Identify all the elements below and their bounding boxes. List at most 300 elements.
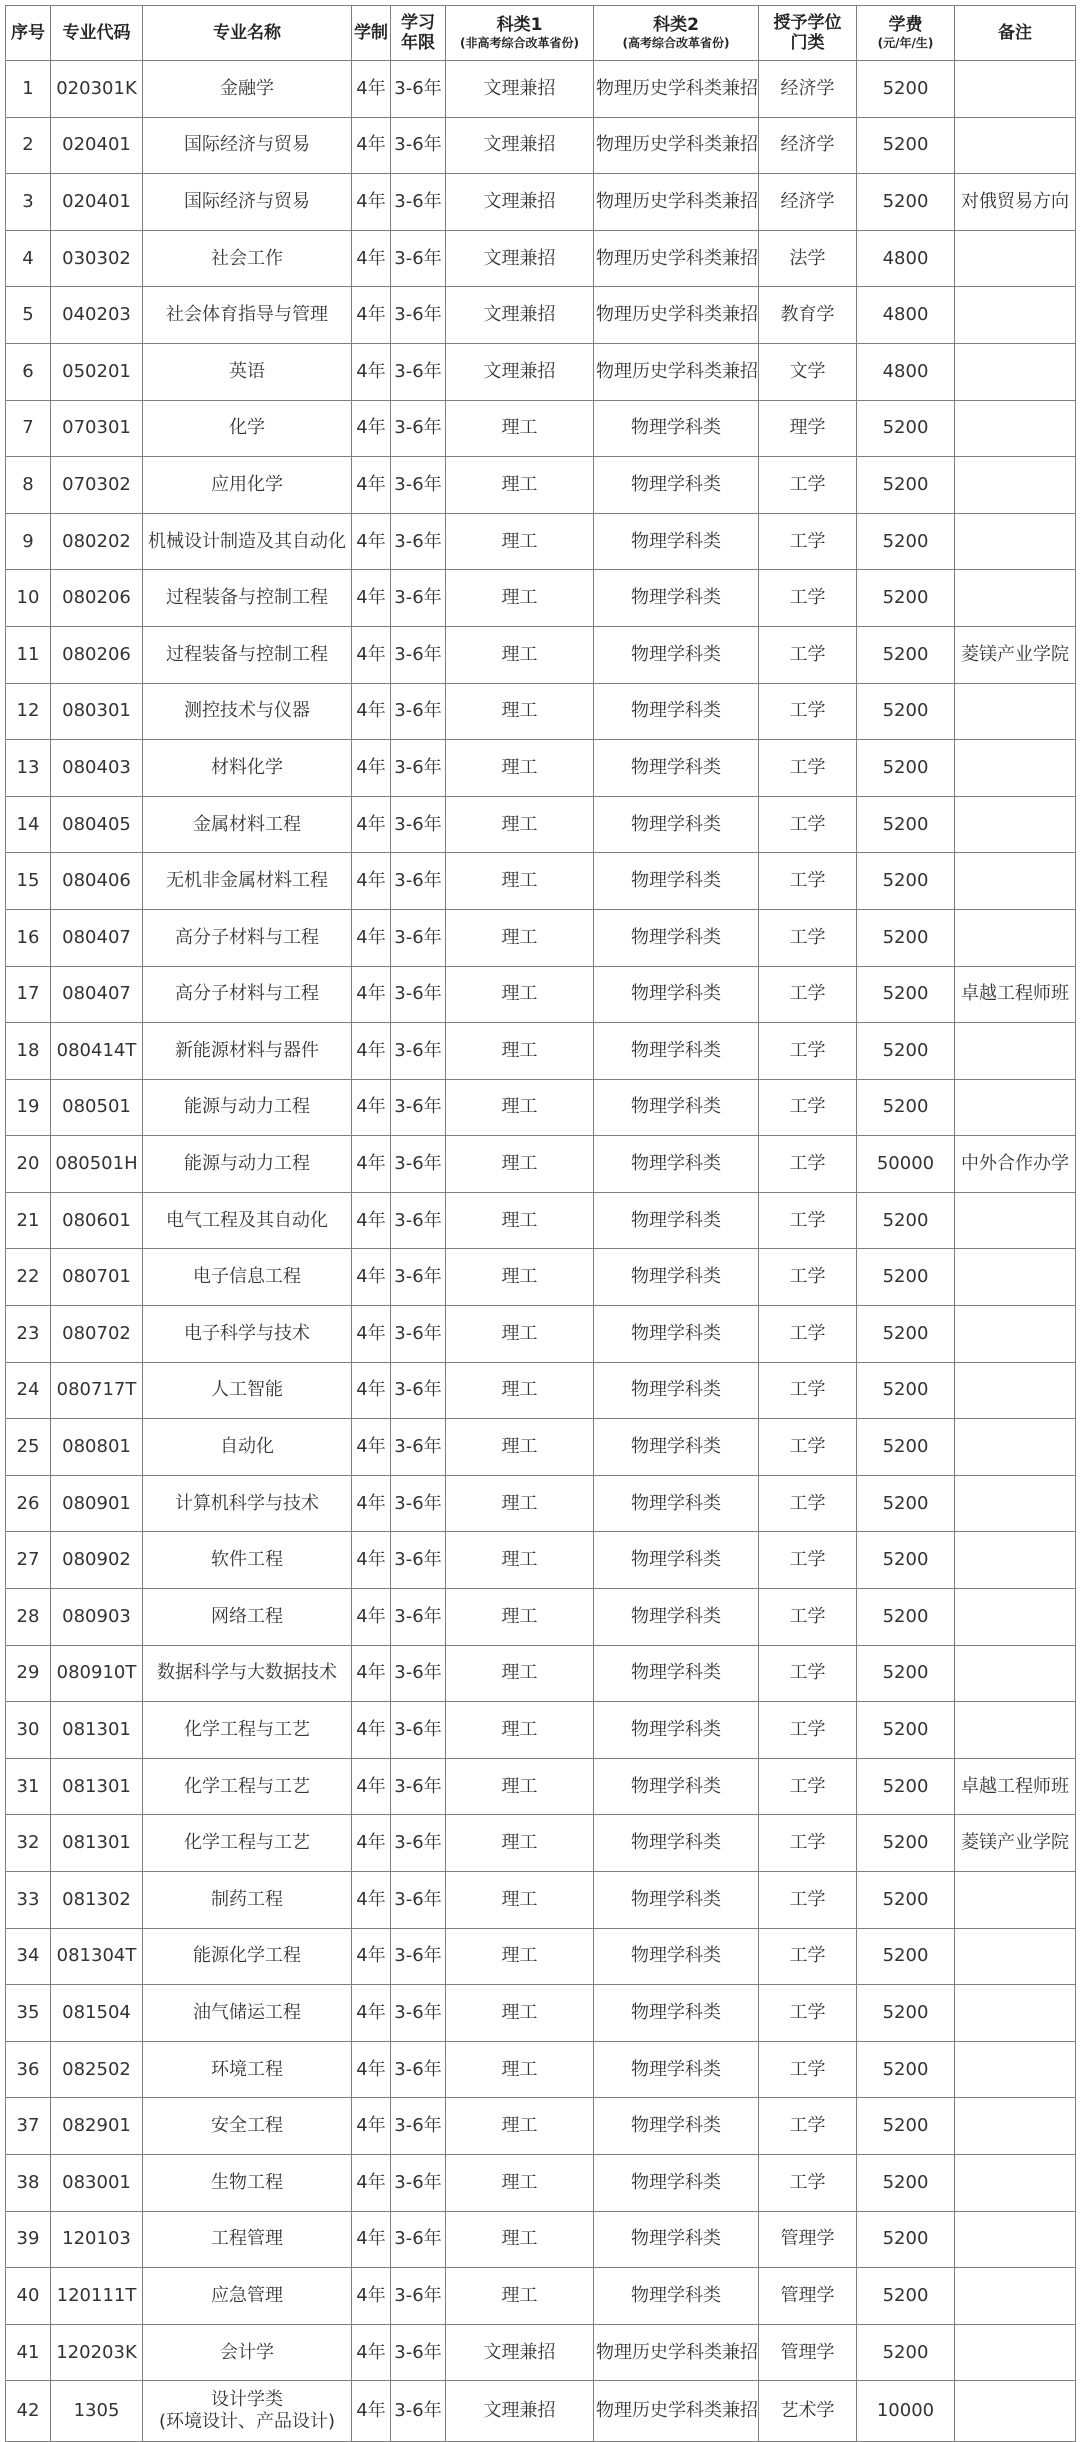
cell-fee: 5200	[857, 1985, 955, 2042]
cell-cat2: 物理学科类	[594, 1023, 759, 1080]
cell-remark	[955, 1419, 1076, 1476]
cell-name: 制药工程	[143, 1872, 352, 1929]
cell-cat2: 物理学科类	[594, 1758, 759, 1815]
cell-cat2: 物理学科类	[594, 2268, 759, 2325]
cell-duration: 4年	[352, 1362, 391, 1419]
cell-name: 应用化学	[143, 457, 352, 514]
table-row	[6, 1023, 1076, 1080]
cell-seq: 29	[6, 1645, 51, 1702]
cell-remark	[955, 2154, 1076, 2211]
cell-code: 080407	[51, 909, 143, 966]
table-row	[6, 343, 1076, 400]
cell-name: 应急管理	[143, 2268, 352, 2325]
cell-fee: 5200	[857, 1249, 955, 1306]
cell-fee: 5200	[857, 1758, 955, 1815]
cell-name: 新能源材料与器件	[143, 1023, 352, 1080]
cell-remark	[955, 909, 1076, 966]
cell-code: 070302	[51, 457, 143, 514]
cell-remark: 中外合作办学	[955, 1136, 1076, 1193]
cell-years: 3-6年	[391, 343, 446, 400]
cell-remark	[955, 1362, 1076, 1419]
cell-name: 高分子材料与工程	[143, 909, 352, 966]
cell-cat1: 理工	[446, 2268, 594, 2325]
cell-cat2: 物理学科类	[594, 2098, 759, 2155]
cell-name: 安全工程	[143, 2098, 352, 2155]
cell-years: 3-6年	[391, 1985, 446, 2042]
cell-fee: 5200	[857, 1192, 955, 1249]
cell-degree: 工学	[759, 570, 857, 627]
cell-duration: 4年	[352, 513, 391, 570]
cell-cat1: 理工	[446, 1532, 594, 1589]
cell-cat1: 文理兼招	[446, 287, 594, 344]
table-row	[6, 1192, 1076, 1249]
cell-duration: 4年	[352, 1985, 391, 2042]
cell-years: 3-6年	[391, 287, 446, 344]
cell-cat2: 物理历史学科类兼招	[594, 343, 759, 400]
cell-code: 080910T	[51, 1645, 143, 1702]
cell-fee: 5200	[857, 400, 955, 457]
cell-remark	[955, 1306, 1076, 1363]
cell-duration: 4年	[352, 1645, 391, 1702]
table-row	[6, 2041, 1076, 2098]
cell-seq: 3	[6, 174, 51, 231]
table-row	[6, 683, 1076, 740]
cell-seq: 19	[6, 1079, 51, 1136]
cell-degree: 工学	[759, 2041, 857, 2098]
cell-cat2: 物理历史学科类兼招	[594, 2381, 759, 2442]
cell-degree: 法学	[759, 230, 857, 287]
cell-code: 1305	[51, 2381, 143, 2442]
cell-degree: 理学	[759, 400, 857, 457]
cell-seq: 26	[6, 1475, 51, 1532]
cell-duration: 4年	[352, 117, 391, 174]
cell-cat2: 物理学科类	[594, 1136, 759, 1193]
cell-code: 120111T	[51, 2268, 143, 2325]
cell-name: 社会工作	[143, 230, 352, 287]
cell-cat2: 物理学科类	[594, 626, 759, 683]
table-row	[6, 796, 1076, 853]
cell-seq: 22	[6, 1249, 51, 1306]
cell-code: 080406	[51, 853, 143, 910]
cell-degree: 经济学	[759, 174, 857, 231]
cell-duration: 4年	[352, 2268, 391, 2325]
cell-remark	[955, 1928, 1076, 1985]
cell-duration: 4年	[352, 1249, 391, 1306]
cell-years: 3-6年	[391, 457, 446, 514]
cell-cat1: 理工	[446, 457, 594, 514]
cell-cat1: 理工	[446, 1645, 594, 1702]
table-row	[6, 1475, 1076, 1532]
cell-duration: 4年	[352, 796, 391, 853]
cell-degree: 工学	[759, 683, 857, 740]
cell-name: 高分子材料与工程	[143, 966, 352, 1023]
header-name: 专业名称	[143, 6, 352, 61]
cell-fee: 5200	[857, 1702, 955, 1759]
cell-remark	[955, 1079, 1076, 1136]
cell-duration: 4年	[352, 1928, 391, 1985]
cell-fee: 4800	[857, 343, 955, 400]
cell-name: 材料化学	[143, 740, 352, 797]
cell-fee: 5200	[857, 626, 955, 683]
cell-seq: 37	[6, 2098, 51, 2155]
cell-name: 过程装备与控制工程	[143, 626, 352, 683]
cell-fee: 5200	[857, 909, 955, 966]
cell-duration: 4年	[352, 909, 391, 966]
cell-fee: 5200	[857, 853, 955, 910]
cell-remark	[955, 2324, 1076, 2381]
cell-cat2: 物理学科类	[594, 1872, 759, 1929]
cell-seq: 17	[6, 966, 51, 1023]
cell-cat1: 文理兼招	[446, 343, 594, 400]
table-row	[6, 1589, 1076, 1646]
cell-degree: 工学	[759, 1079, 857, 1136]
cell-degree: 工学	[759, 2098, 857, 2155]
cell-fee: 5200	[857, 1815, 955, 1872]
cell-cat1: 理工	[446, 513, 594, 570]
cell-seq: 21	[6, 1192, 51, 1249]
cell-years: 3-6年	[391, 400, 446, 457]
cell-name: 机械设计制造及其自动化	[143, 513, 352, 570]
cell-fee: 5200	[857, 1872, 955, 1929]
cell-degree: 工学	[759, 1249, 857, 1306]
cell-remark	[955, 796, 1076, 853]
cell-degree: 工学	[759, 1589, 857, 1646]
cell-remark	[955, 1475, 1076, 1532]
cell-fee: 5200	[857, 61, 955, 118]
cell-years: 3-6年	[391, 1079, 446, 1136]
cell-remark	[955, 343, 1076, 400]
cell-duration: 4年	[352, 1475, 391, 1532]
table-row	[6, 1872, 1076, 1929]
table-row	[6, 457, 1076, 514]
cell-code: 080702	[51, 1306, 143, 1363]
cell-fee: 5200	[857, 457, 955, 514]
cell-years: 3-6年	[391, 1758, 446, 1815]
cell-years: 3-6年	[391, 1192, 446, 1249]
table-row	[6, 2268, 1076, 2325]
cell-name: 环境工程	[143, 2041, 352, 2098]
cell-seq: 33	[6, 1872, 51, 1929]
cell-fee: 5200	[857, 2041, 955, 2098]
cell-cat2: 物理学科类	[594, 1985, 759, 2042]
cell-cat1: 理工	[446, 1419, 594, 1476]
cell-seq: 10	[6, 570, 51, 627]
table-row	[6, 1362, 1076, 1419]
cell-code: 080206	[51, 570, 143, 627]
cell-name: 电子信息工程	[143, 1249, 352, 1306]
cell-seq: 8	[6, 457, 51, 514]
cell-code: 081301	[51, 1815, 143, 1872]
cell-years: 3-6年	[391, 1249, 446, 1306]
cell-cat1: 理工	[446, 1249, 594, 1306]
cell-name-line2: (环境设计、产品设计)	[158, 2411, 336, 2433]
cell-cat1: 理工	[446, 796, 594, 853]
cell-fee: 5200	[857, 570, 955, 627]
cell-years: 3-6年	[391, 683, 446, 740]
cell-seq: 40	[6, 2268, 51, 2325]
cell-seq: 15	[6, 853, 51, 910]
cell-name: 测控技术与仪器	[143, 683, 352, 740]
cell-code: 080414T	[51, 1023, 143, 1080]
cell-seq: 25	[6, 1419, 51, 1476]
cell-seq: 4	[6, 230, 51, 287]
cell-degree: 工学	[759, 1928, 857, 1985]
cell-seq: 41	[6, 2324, 51, 2381]
cell-cat1: 理工	[446, 1758, 594, 1815]
cell-years: 3-6年	[391, 1362, 446, 1419]
cell-duration: 4年	[352, 343, 391, 400]
cell-fee: 5200	[857, 1928, 955, 1985]
cell-degree: 管理学	[759, 2268, 857, 2325]
cell-seq: 30	[6, 1702, 51, 1759]
majors-table	[5, 5, 1076, 2442]
cell-duration: 4年	[352, 287, 391, 344]
cell-cat1: 理工	[446, 966, 594, 1023]
cell-years: 3-6年	[391, 1419, 446, 1476]
cell-code: 080801	[51, 1419, 143, 1476]
cell-seq: 7	[6, 400, 51, 457]
cell-remark: 卓越工程师班	[955, 1758, 1076, 1815]
cell-code: 082901	[51, 2098, 143, 2155]
table-row	[6, 1928, 1076, 1985]
cell-years: 3-6年	[391, 853, 446, 910]
cell-code: 080405	[51, 796, 143, 853]
cell-name: 社会体育指导与管理	[143, 287, 352, 344]
cell-fee: 5200	[857, 513, 955, 570]
cell-years: 3-6年	[391, 1872, 446, 1929]
cell-fee: 5200	[857, 796, 955, 853]
cell-duration: 4年	[352, 1419, 391, 1476]
cell-seq: 23	[6, 1306, 51, 1363]
cell-years: 3-6年	[391, 2381, 446, 2442]
table-row	[6, 2211, 1076, 2268]
cell-duration: 4年	[352, 1192, 391, 1249]
cell-fee: 5200	[857, 1419, 955, 1476]
cell-cat2: 物理历史学科类兼招	[594, 287, 759, 344]
cell-seq: 13	[6, 740, 51, 797]
cell-code: 082502	[51, 2041, 143, 2098]
cell-degree: 工学	[759, 796, 857, 853]
cell-duration: 4年	[352, 570, 391, 627]
cell-name	[143, 2381, 352, 2442]
header-fee: 学费 (元/年/生)	[857, 6, 955, 61]
majors-table-container	[5, 5, 1076, 2442]
cell-duration: 4年	[352, 1758, 391, 1815]
cell-years: 3-6年	[391, 626, 446, 683]
table-row	[6, 966, 1076, 1023]
cell-fee: 5200	[857, 1532, 955, 1589]
table-row	[6, 61, 1076, 118]
cell-code: 080601	[51, 1192, 143, 1249]
cell-cat1: 理工	[446, 1192, 594, 1249]
cell-duration: 4年	[352, 683, 391, 740]
cell-cat2: 物理学科类	[594, 2041, 759, 2098]
cell-seq: 39	[6, 2211, 51, 2268]
cell-fee: 4800	[857, 230, 955, 287]
table-row	[6, 740, 1076, 797]
cell-duration: 4年	[352, 1589, 391, 1646]
cell-duration: 4年	[352, 2324, 391, 2381]
cell-code: 080403	[51, 740, 143, 797]
cell-seq: 27	[6, 1532, 51, 1589]
cell-fee: 5200	[857, 1475, 955, 1532]
cell-cat1: 理工	[446, 1702, 594, 1759]
cell-code: 081304T	[51, 1928, 143, 1985]
cell-cat2: 物理历史学科类兼招	[594, 174, 759, 231]
header-row	[6, 6, 1076, 61]
cell-seq: 1	[6, 61, 51, 118]
table-row	[6, 853, 1076, 910]
cell-cat2: 物理历史学科类兼招	[594, 117, 759, 174]
table-row	[6, 626, 1076, 683]
table-row	[6, 1985, 1076, 2042]
cell-seq: 9	[6, 513, 51, 570]
cell-remark	[955, 1249, 1076, 1306]
cell-remark	[955, 2098, 1076, 2155]
table-row	[6, 400, 1076, 457]
cell-duration: 4年	[352, 1079, 391, 1136]
cell-fee: 10000	[857, 2381, 955, 2442]
table-row	[6, 1249, 1076, 1306]
cell-degree: 艺术学	[759, 2381, 857, 2442]
cell-cat1: 文理兼招	[446, 230, 594, 287]
cell-fee: 5200	[857, 740, 955, 797]
cell-seq: 34	[6, 1928, 51, 1985]
cell-remark: 菱镁产业学院	[955, 626, 1076, 683]
cell-duration: 4年	[352, 2211, 391, 2268]
cell-years: 3-6年	[391, 909, 446, 966]
cell-remark	[955, 1702, 1076, 1759]
cell-remark	[955, 1532, 1076, 1589]
cell-seq: 14	[6, 796, 51, 853]
cell-fee: 5200	[857, 1306, 955, 1363]
cell-name: 油气储运工程	[143, 1985, 352, 2042]
cell-cat2: 物理学科类	[594, 457, 759, 514]
cell-name: 金融学	[143, 61, 352, 118]
cell-remark	[955, 513, 1076, 570]
cell-years: 3-6年	[391, 117, 446, 174]
cell-cat1: 理工	[446, 1589, 594, 1646]
cell-years: 3-6年	[391, 2098, 446, 2155]
cell-code: 030302	[51, 230, 143, 287]
cell-name: 英语	[143, 343, 352, 400]
cell-degree: 工学	[759, 626, 857, 683]
cell-duration: 4年	[352, 966, 391, 1023]
cell-seq: 16	[6, 909, 51, 966]
cell-duration: 4年	[352, 853, 391, 910]
cell-degree: 工学	[759, 457, 857, 514]
cell-cat2: 物理学科类	[594, 1419, 759, 1476]
cell-degree: 工学	[759, 740, 857, 797]
table-row	[6, 1815, 1076, 1872]
cell-cat1: 理工	[446, 1928, 594, 1985]
cell-code: 080901	[51, 1475, 143, 1532]
table-row	[6, 287, 1076, 344]
cell-years: 3-6年	[391, 966, 446, 1023]
cell-cat1: 文理兼招	[446, 2381, 594, 2442]
table-row	[6, 1079, 1076, 1136]
cell-cat1: 理工	[446, 2098, 594, 2155]
cell-fee: 5200	[857, 683, 955, 740]
cell-code: 083001	[51, 2154, 143, 2211]
cell-remark: 卓越工程师班	[955, 966, 1076, 1023]
cell-duration: 4年	[352, 1815, 391, 1872]
cell-degree: 工学	[759, 1419, 857, 1476]
cell-cat1: 文理兼招	[446, 61, 594, 118]
cell-fee: 5200	[857, 966, 955, 1023]
cell-fee: 5200	[857, 2324, 955, 2381]
cell-code: 081504	[51, 1985, 143, 2042]
cell-degree: 工学	[759, 966, 857, 1023]
cell-cat2: 物理学科类	[594, 513, 759, 570]
cell-remark	[955, 2381, 1076, 2442]
cell-years: 3-6年	[391, 2041, 446, 2098]
cell-cat1: 理工	[446, 626, 594, 683]
cell-code: 070301	[51, 400, 143, 457]
cell-code: 080501H	[51, 1136, 143, 1193]
cell-name: 数据科学与大数据技术	[143, 1645, 352, 1702]
cell-years: 3-6年	[391, 2154, 446, 2211]
cell-code: 080701	[51, 1249, 143, 1306]
cell-duration: 4年	[352, 2041, 391, 2098]
cell-degree: 工学	[759, 1815, 857, 1872]
table-row	[6, 1758, 1076, 1815]
cell-years: 3-6年	[391, 1475, 446, 1532]
cell-fee: 5200	[857, 1645, 955, 1702]
cell-remark: 菱镁产业学院	[955, 1815, 1076, 1872]
cell-cat2: 物理历史学科类兼招	[594, 230, 759, 287]
table-body	[6, 61, 1076, 2442]
cell-name: 能源与动力工程	[143, 1079, 352, 1136]
cell-remark	[955, 117, 1076, 174]
cell-duration: 4年	[352, 2098, 391, 2155]
cell-degree: 经济学	[759, 61, 857, 118]
cell-years: 3-6年	[391, 2211, 446, 2268]
cell-degree: 工学	[759, 1136, 857, 1193]
cell-cat1: 理工	[446, 1306, 594, 1363]
cell-seq: 32	[6, 1815, 51, 1872]
table-row	[6, 2324, 1076, 2381]
cell-cat1: 理工	[446, 1985, 594, 2042]
cell-cat1: 文理兼招	[446, 2324, 594, 2381]
cell-cat2: 物理学科类	[594, 740, 759, 797]
header-study-years: 学习 年限	[391, 6, 446, 61]
cell-code: 080903	[51, 1589, 143, 1646]
cell-duration: 4年	[352, 61, 391, 118]
cell-name: 能源与动力工程	[143, 1136, 352, 1193]
cell-name: 工程管理	[143, 2211, 352, 2268]
cell-fee: 5200	[857, 2211, 955, 2268]
cell-cat2: 物理学科类	[594, 966, 759, 1023]
cell-name: 计算机科学与技术	[143, 1475, 352, 1532]
table-row	[6, 513, 1076, 570]
cell-fee: 5200	[857, 1589, 955, 1646]
cell-seq: 18	[6, 1023, 51, 1080]
cell-name: 国际经济与贸易	[143, 174, 352, 231]
cell-code: 080206	[51, 626, 143, 683]
cell-fee: 5200	[857, 2098, 955, 2155]
cell-cat2: 物理学科类	[594, 909, 759, 966]
cell-code: 020401	[51, 174, 143, 231]
cell-duration: 4年	[352, 174, 391, 231]
cell-duration: 4年	[352, 2154, 391, 2211]
cell-cat1: 理工	[446, 1136, 594, 1193]
cell-code: 081301	[51, 1758, 143, 1815]
cell-duration: 4年	[352, 1702, 391, 1759]
cell-degree: 工学	[759, 1758, 857, 1815]
cell-degree: 工学	[759, 1872, 857, 1929]
cell-years: 3-6年	[391, 513, 446, 570]
